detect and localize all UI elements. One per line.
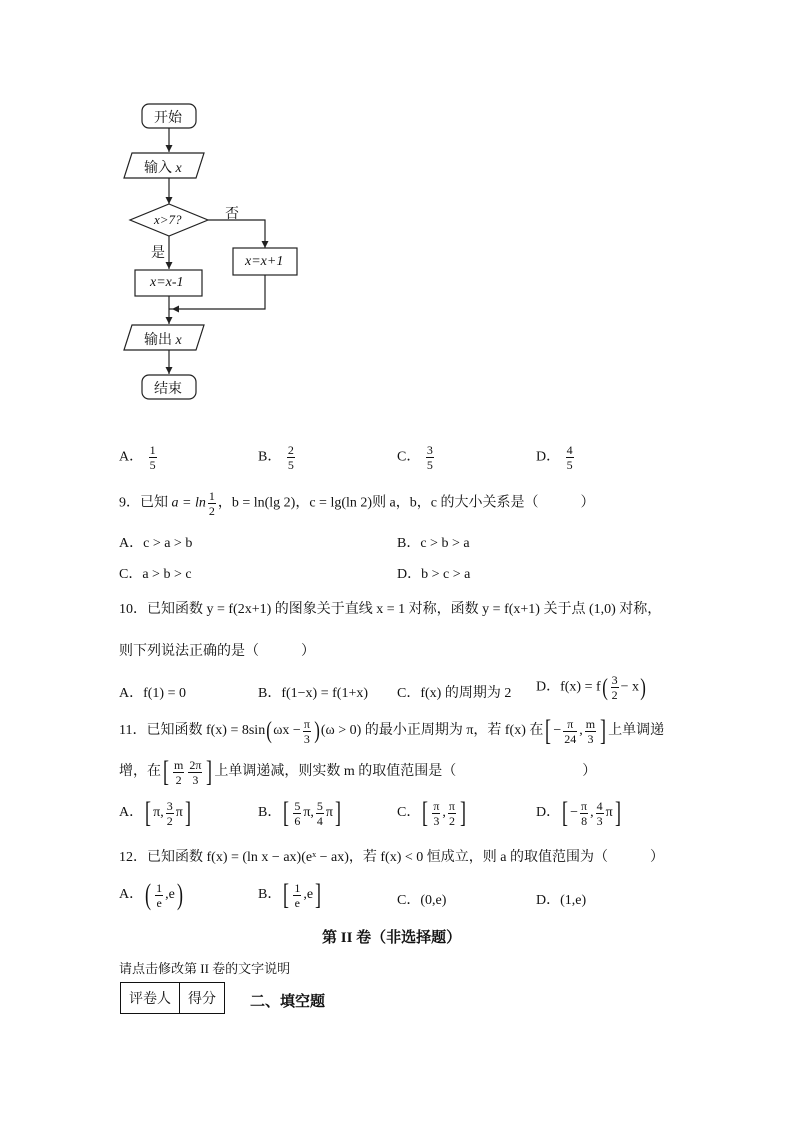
arrow-head bbox=[262, 241, 269, 248]
q11-fraction: $\frac{m}{3}$ bbox=[585, 716, 596, 746]
q12-option-c[interactable]: C．(0,e) bbox=[397, 893, 447, 908]
q8-option-b[interactable] bbox=[258, 444, 297, 471]
score-table bbox=[120, 982, 225, 1014]
q9-pre: 已知 bbox=[140, 495, 168, 511]
option-label: A． bbox=[119, 449, 144, 465]
option-label: A． bbox=[119, 805, 144, 821]
option-text: π bbox=[325, 805, 333, 821]
option-label: D． bbox=[536, 805, 561, 821]
q11-stem-line2: 增，在[ $\frac{m}{2}$ $\frac{2\pi}{3}$ ] 上单调递减，则实数 m 的取值范围是（ ） bbox=[119, 755, 597, 788]
q12-option-a[interactable]: A．( $\frac{1}{e}$ ,e) bbox=[119, 878, 183, 911]
q11-fraction: $\frac{\pi}{24}$ bbox=[564, 716, 577, 746]
option-text: ,e bbox=[165, 887, 175, 903]
q10-stem-line1: 10．已知函数 y = f(2x+1) 的图象关于直线 x = 1 对称，函数 y = f(x+1) 关于点 (1,0) 对称， bbox=[119, 602, 662, 617]
q9-option-b[interactable]: B．c > b > a bbox=[397, 536, 470, 551]
q11-option-d[interactable]: D．[ − $\frac{\pi}{8}$ , $\frac{4}{3}$ π] bbox=[536, 796, 621, 829]
q9-post: 则 a，b，c 的大小关系是（ ） bbox=[372, 495, 595, 511]
grader-cell: 评卷人 bbox=[121, 983, 180, 1014]
flow-yes-action-label: x=x-1 bbox=[150, 275, 184, 290]
q8-option-c[interactable] bbox=[397, 444, 436, 471]
q11-stem-line1: 11．已知函数 f(x) = 8sin(ωx − $\frac{\pi}{3}$ )(ω > 0) 的最小正周期为 π，若 f(x) 在[ − $\frac{\pi}{24}$ , $\frac{m}{3}$ ] 上单调递 bbox=[119, 714, 665, 747]
section-note[interactable]: 请点击修改第 II 卷的文字说明 bbox=[119, 961, 291, 976]
arrow-head bbox=[166, 145, 173, 152]
q10-option-a[interactable]: A．f(1) = 0 bbox=[119, 686, 186, 701]
arrow-head bbox=[166, 262, 173, 269]
option-fraction: $\frac{2}{5}$ bbox=[287, 443, 294, 472]
option-fraction: $\frac{1}{e}$ bbox=[294, 880, 301, 910]
part-heading: 二、填空题 bbox=[250, 994, 326, 1010]
option-text: π bbox=[175, 805, 183, 821]
flow-input-text: 输入 bbox=[144, 161, 172, 176]
q11-pre: 11．已知函数 f(x) = 8sin bbox=[119, 723, 266, 739]
flow-input-label bbox=[144, 157, 182, 177]
section-title: 第 II 卷（非选择题） bbox=[322, 930, 462, 946]
option-text: π bbox=[605, 805, 613, 821]
question-number: 9． bbox=[119, 495, 140, 511]
q11-line2-post: 上单调递减，则实数 m 的取值范围是（ ） bbox=[214, 764, 597, 780]
q11-tail: 上单调递 bbox=[608, 723, 665, 739]
option-text: ,e bbox=[303, 887, 314, 903]
option-fraction: $\frac{5}{6}$ bbox=[294, 798, 301, 828]
option-fraction: $\frac{4}{3}$ bbox=[596, 798, 603, 828]
flow-output-text: 输出 bbox=[144, 333, 172, 348]
q8-option-a[interactable] bbox=[119, 444, 159, 471]
q9-stem bbox=[119, 490, 595, 517]
option-fraction: $\frac{4}{5}$ bbox=[566, 443, 573, 472]
option-label: B． bbox=[258, 449, 282, 465]
flow-no-label: 否 bbox=[225, 207, 239, 222]
arrow-head bbox=[166, 367, 173, 374]
arrow-head bbox=[172, 306, 179, 313]
q11-fraction: $\frac{2\pi}{3}$ bbox=[189, 757, 202, 787]
option-text: D．f(x) = f bbox=[536, 679, 601, 695]
option-text: − x bbox=[620, 679, 640, 695]
q10-stem-line2: 则下列说法正确的是（ ） bbox=[119, 644, 315, 659]
q11-option-b[interactable]: B．[ $\frac{5}{6}$ π, $\frac{5}{4}$ π] bbox=[258, 796, 341, 829]
q11-fraction: $\frac{m}{2}$ bbox=[174, 757, 184, 787]
q12-option-d[interactable]: D．(1,e) bbox=[536, 893, 587, 908]
q9-fraction: $\frac{1}{2}$ bbox=[208, 489, 215, 518]
option-label: C． bbox=[397, 805, 421, 821]
flow-yes-label: 是 bbox=[151, 246, 165, 261]
option-fraction: $\frac{\pi}{2}$ bbox=[448, 798, 455, 828]
flow-no-action-label: x=x+1 bbox=[245, 254, 284, 269]
option-fraction: $\frac{5}{4}$ bbox=[316, 798, 323, 828]
q9-option-a[interactable]: A．c > a > b bbox=[119, 536, 193, 551]
option-label: B． bbox=[258, 887, 282, 903]
flow-input-var: x bbox=[175, 161, 182, 176]
q10-option-b[interactable]: B．f(1−x) = f(1+x) bbox=[258, 686, 368, 701]
q12-option-b[interactable]: B．[ $\frac{1}{e}$ ,e] bbox=[258, 878, 322, 911]
arrow-head bbox=[166, 317, 173, 324]
option-fraction: $\frac{3}{2}$ bbox=[166, 798, 173, 828]
option-text: π, bbox=[303, 805, 314, 821]
option-fraction: $\frac{\pi}{3}$ bbox=[433, 798, 440, 828]
option-label: A． bbox=[119, 887, 144, 903]
option-fraction: $\frac{3}{2}$ bbox=[611, 673, 618, 702]
arrow-head bbox=[166, 197, 173, 204]
option-label: B． bbox=[258, 805, 282, 821]
q11-mid: (ω > 0) 的最小正周期为 π，若 f(x) 在 bbox=[320, 723, 544, 739]
q11-line2-pre: 增，在 bbox=[119, 764, 161, 780]
q9-b-expr: ，b = ln(lg 2)，c = lg(ln 2) bbox=[217, 495, 373, 511]
option-fraction: $\frac{3}{5}$ bbox=[426, 443, 433, 472]
q11-fraction: $\frac{\pi}{3}$ bbox=[303, 716, 310, 746]
flow-start-label: 开始 bbox=[154, 111, 182, 126]
option-text: π, bbox=[153, 805, 164, 821]
q11-option-a[interactable]: A．[ π, $\frac{3}{2}$ π] bbox=[119, 796, 191, 829]
flow-decision-label: x>7? bbox=[154, 212, 182, 227]
q9-a-expr: a = ln bbox=[171, 495, 206, 511]
option-label: C． bbox=[397, 449, 421, 465]
option-fraction: $\frac{\pi}{8}$ bbox=[581, 798, 588, 828]
option-fraction: $\frac{1}{e}$ bbox=[156, 880, 163, 910]
flowchart bbox=[0, 0, 794, 420]
q11-inner: ωx − bbox=[273, 723, 301, 739]
q8-option-d[interactable] bbox=[536, 444, 576, 471]
q11-option-c[interactable]: C．[ $\frac{\pi}{3}$ , $\frac{\pi}{2}$ ] bbox=[397, 796, 466, 829]
q10-option-c[interactable]: C．f(x) 的周期为 2 bbox=[397, 686, 512, 701]
flow-end-label: 结束 bbox=[154, 382, 182, 397]
q9-option-c[interactable]: C．a > b > c bbox=[119, 567, 192, 582]
score-cell[interactable]: 得分 bbox=[180, 983, 225, 1014]
flow-output-var: x bbox=[175, 333, 182, 348]
q12-stem: 12．已知函数 f(x) = (ln x − ax)(eˣ − ax)，若 f(x) < 0 恒成立，则 a 的取值范围为（ ） bbox=[119, 850, 664, 865]
q10-option-d[interactable]: D．f(x) = f( $\frac{3}{2}$ − x) bbox=[536, 673, 646, 702]
q9-option-d[interactable]: D．b > c > a bbox=[397, 567, 471, 582]
option-fraction: $\frac{1}{5}$ bbox=[149, 443, 156, 472]
flow-output-label bbox=[144, 329, 182, 349]
option-label: D． bbox=[536, 449, 561, 465]
